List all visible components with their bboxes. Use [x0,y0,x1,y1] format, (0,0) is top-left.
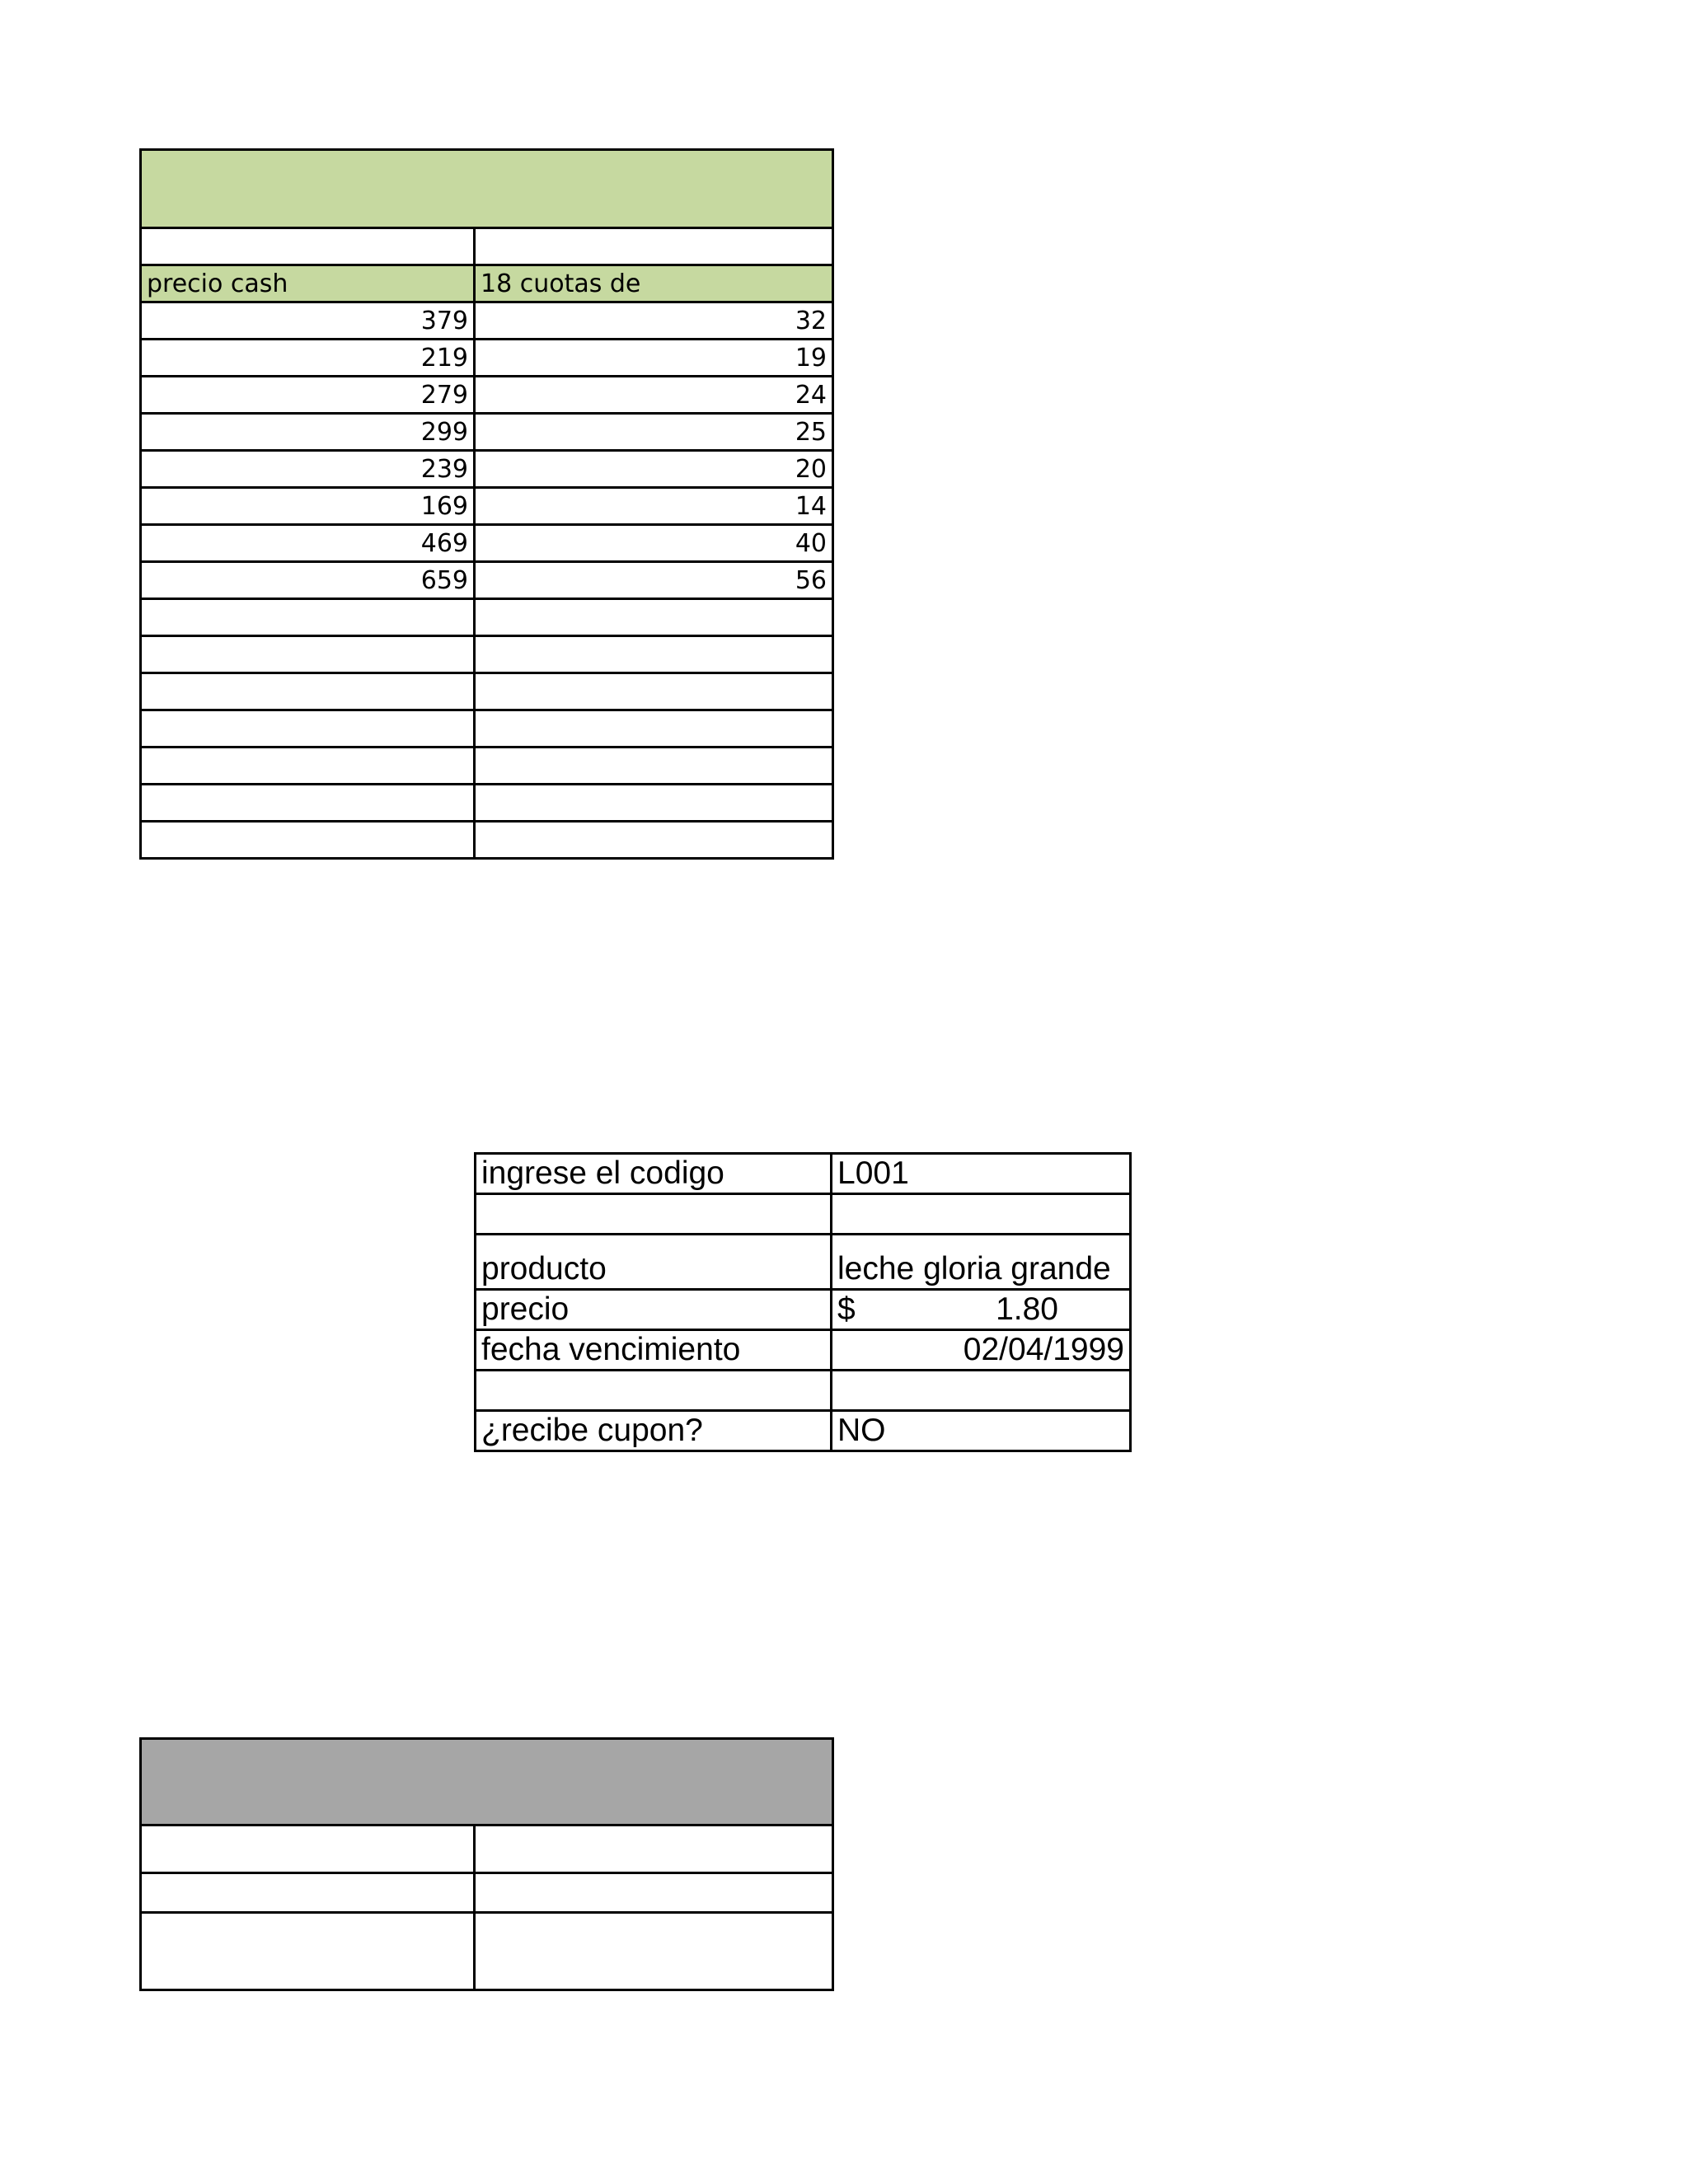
cuota-cell[interactable]: 14 [475,488,833,525]
blank-cell[interactable] [475,673,833,710]
blank-cell[interactable] [141,636,475,673]
cash-cell[interactable]: 239 [141,451,475,488]
blank-cell[interactable] [475,636,833,673]
cuota-cell[interactable]: 24 [475,377,833,414]
blank-cell[interactable] [141,785,475,822]
blank-cell[interactable] [141,1825,475,1873]
blank-cell[interactable] [475,748,833,785]
table-row [141,451,833,488]
header-precio-cash[interactable]: precio cash [141,265,475,302]
table-row [141,302,833,340]
blank-cell[interactable] [475,822,833,859]
table-row [141,414,833,451]
empty-row [141,1825,833,1873]
blank-cell[interactable] [475,228,833,265]
blank-cell[interactable] [475,710,833,748]
cupon-row [476,1411,1131,1451]
header-cuotas[interactable]: 18 cuotas de [475,265,833,302]
blank-cell[interactable] [832,1194,1131,1235]
gray-title-cell[interactable] [141,1739,833,1825]
gray-blank-table [139,1737,834,1991]
product-lookup-table [474,1152,1132,1452]
empty-row [141,599,833,636]
table-row [141,562,833,599]
cash-cell[interactable]: 379 [141,302,475,340]
table-row [141,525,833,562]
empty-row [476,1371,1131,1411]
fecha-row [476,1330,1131,1371]
precio-value-cell[interactable] [832,1290,1131,1330]
fecha-label: fecha vencimiento [476,1330,832,1371]
cuota-cell[interactable]: 19 [475,340,833,377]
blank-cell[interactable] [476,1194,832,1235]
blank-cell[interactable] [141,822,475,859]
blank-cell[interactable] [475,1873,833,1913]
cuota-cell[interactable]: 32 [475,302,833,340]
empty-row [141,1873,833,1913]
cash-cell[interactable]: 299 [141,414,475,451]
cuota-cell[interactable]: 56 [475,562,833,599]
empty-row [141,710,833,748]
producto-row [476,1235,1131,1290]
blank-cell[interactable] [141,748,475,785]
blank-cell[interactable] [476,1371,832,1411]
producto-label: producto [476,1235,832,1290]
cash-cell[interactable]: 219 [141,340,475,377]
cupon-value[interactable]: NO [832,1411,1131,1451]
blank-cell[interactable] [141,1873,475,1913]
cash-cell[interactable]: 279 [141,377,475,414]
empty-row [141,673,833,710]
cash-cell[interactable]: 169 [141,488,475,525]
price-table-header-row [141,265,833,302]
blank-cell[interactable] [141,599,475,636]
blank-cell[interactable] [141,1913,475,1990]
precio-label: precio [476,1290,832,1330]
blank-cell[interactable] [475,1825,833,1873]
empty-row [141,785,833,822]
producto-value[interactable]: leche gloria grande [832,1235,1131,1290]
codigo-label: ingrese el codigo [476,1154,832,1194]
currency-symbol: $ [837,1291,856,1327]
blank-cell[interactable] [475,785,833,822]
blank-cell[interactable] [141,228,475,265]
empty-row [141,1913,833,1990]
cash-cell[interactable]: 659 [141,562,475,599]
precio-row [476,1290,1131,1330]
price-table-title-row [141,150,833,228]
cash-cell[interactable]: 469 [141,525,475,562]
blank-cell[interactable] [832,1371,1131,1411]
empty-row [141,822,833,859]
price-table-blank-row [141,228,833,265]
codigo-row [476,1154,1131,1194]
cuota-cell[interactable]: 25 [475,414,833,451]
table-row [141,488,833,525]
price-table [139,148,834,860]
fecha-value[interactable]: 02/04/1999 [832,1330,1131,1371]
table-row [141,377,833,414]
cuota-cell[interactable]: 20 [475,451,833,488]
empty-row [141,748,833,785]
empty-row [141,636,833,673]
price-table-title-cell[interactable] [141,150,833,228]
gray-title-row [141,1739,833,1825]
blank-cell[interactable] [475,1913,833,1990]
cupon-label: ¿recibe cupon? [476,1411,832,1451]
cuota-cell[interactable]: 40 [475,525,833,562]
precio-value: 1.80 [996,1291,1058,1327]
blank-cell[interactable] [475,599,833,636]
blank-cell[interactable] [141,673,475,710]
blank-cell[interactable] [141,710,475,748]
empty-row [476,1194,1131,1235]
table-row [141,340,833,377]
codigo-input-cell[interactable]: L001 [832,1154,1131,1194]
